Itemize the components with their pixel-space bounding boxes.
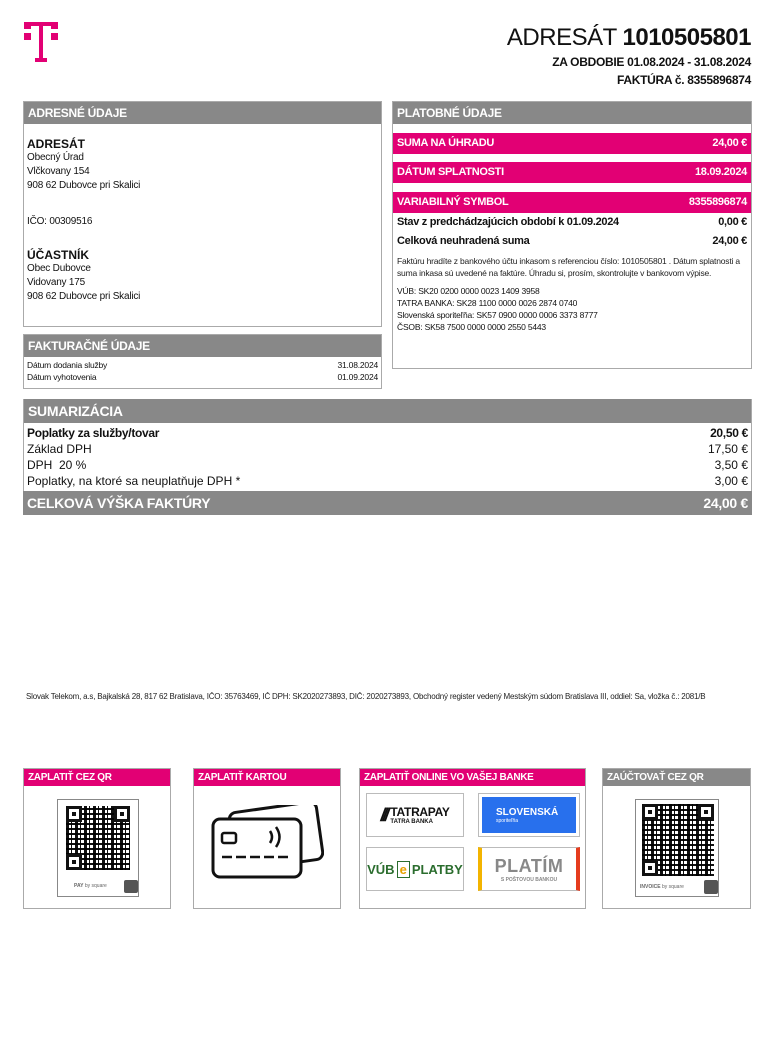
vub-label: VÚB bbox=[367, 861, 395, 877]
tatrapay-stripes-icon: /// bbox=[380, 804, 387, 825]
company-footer: Slovak Telekom, a.s, Bajkalská 28, 817 62 Bratislava, IČO: 35763469, IČ DPH: SK2020273893, DIČ: 2020273893, Obchodný register vedený Mestským súdom Bratislava III, oddiel: Sa, vložka č.: 2081/B bbox=[26, 692, 706, 701]
due-date-row bbox=[393, 162, 751, 183]
invoice-qr-title: ZAÚČTOVAŤ CEZ QR bbox=[603, 769, 750, 786]
fees-label: Poplatky za služby/tovar bbox=[27, 426, 160, 440]
addressee-line-1: Obecný Úrad bbox=[27, 152, 84, 163]
platim-label: PLATÍM bbox=[494, 855, 564, 876]
pay-qr-panel[interactable] bbox=[23, 768, 171, 909]
issue-date-value: 01.09.2024 bbox=[337, 372, 378, 382]
address-section bbox=[23, 101, 382, 327]
variable-symbol-value: 8355896874 bbox=[688, 196, 747, 208]
account-csob: ČSOB: SK58 7500 0000 0000 2550 5443 bbox=[397, 322, 546, 332]
invoice-qr-code-icon bbox=[642, 804, 714, 876]
invoice-total-label: CELKOVÁ VÝŠKA FAKTÚRY bbox=[27, 495, 211, 511]
amount-due-label: SUMA NA ÚHRADU bbox=[397, 137, 495, 149]
pay-card-panel[interactable] bbox=[193, 768, 341, 909]
addressee-header-label: ADRESÁT bbox=[506, 24, 617, 51]
pay-qr-code-icon bbox=[66, 806, 130, 870]
vat-base-row bbox=[27, 441, 748, 457]
pay-qr-caption-bold: PAY bbox=[74, 883, 84, 889]
previous-balance-value: 0,00 € bbox=[718, 216, 747, 228]
due-date-label: DÁTUM SPLATNOSTI bbox=[397, 166, 504, 178]
platim-sublabel: S POŠTOVOU BANKOU bbox=[500, 876, 558, 883]
invoice-qr-card bbox=[635, 799, 719, 897]
credit-card-icon bbox=[210, 805, 324, 883]
payment-note: Faktúru hradíte z bankového účtu inkasom s referenciou číslo: 1010505801 . Dátum splatnosti a suma inkasa sú uvedené na faktúre. Úhradu si, prosím, skontrolujte v bankovom výpise. bbox=[397, 256, 740, 278]
pay-bank-panel bbox=[359, 768, 586, 909]
billing-section bbox=[23, 334, 382, 389]
vat-base-value: 17,50 € bbox=[707, 442, 748, 456]
addressee-heading: ADRESÁT bbox=[27, 137, 86, 151]
ico: IČO: 00309516 bbox=[27, 216, 93, 227]
pay-bank-title: ZAPLATIŤ ONLINE VO VAŠEJ BANKE bbox=[360, 769, 585, 786]
pay-card-title: ZAPLATIŤ KARTOU bbox=[194, 769, 340, 786]
invoice-qr-badge-icon bbox=[704, 880, 718, 894]
vat-value: 3,50 € bbox=[714, 458, 748, 472]
vub-e-label: e bbox=[397, 861, 410, 878]
unpaid-total-label: Celková neuhradená suma bbox=[397, 235, 530, 247]
slsp-sublabel: sporiteľňa bbox=[496, 817, 519, 824]
pay-qr-caption-text: by square bbox=[84, 883, 107, 889]
amount-due-row bbox=[393, 133, 751, 154]
summary-section bbox=[23, 399, 752, 515]
issue-date-label: Dátum vyhotovenia bbox=[27, 372, 97, 382]
delivery-date-label: Dátum dodania služby bbox=[27, 360, 108, 370]
payment-section-title: PLATOBNÉ ÚDAJE bbox=[393, 102, 751, 124]
non-vat-value: 3,00 € bbox=[714, 474, 748, 488]
slsp-label: SLOVENSKÁ bbox=[496, 806, 559, 818]
vat-label: DPH 20 % bbox=[27, 458, 87, 472]
participant-heading: ÚČASTNÍK bbox=[27, 248, 89, 262]
participant-line-2: Vidovany 175 bbox=[27, 277, 86, 288]
invoice-qr-panel[interactable] bbox=[602, 768, 751, 909]
addressee-header bbox=[507, 24, 751, 52]
invoice-qr-caption bbox=[640, 884, 684, 890]
tatrapay-label: TATRAPAY bbox=[390, 805, 450, 819]
pay-qr-caption bbox=[74, 883, 107, 889]
delivery-date-row bbox=[27, 359, 378, 371]
fees-value: 20,50 € bbox=[710, 426, 748, 440]
non-vat-label: Poplatky, na ktoré sa neuplatňuje DPH * bbox=[27, 474, 241, 488]
tatrapay-button[interactable] bbox=[366, 793, 464, 837]
pay-qr-title: ZAPLATIŤ CEZ QR bbox=[24, 769, 170, 786]
account-vub: VÚB: SK20 0200 0000 0023 1409 3958 bbox=[397, 286, 540, 296]
previous-balance-row bbox=[393, 213, 751, 228]
addressee-number: 1010505801 bbox=[622, 24, 751, 51]
platim-button[interactable] bbox=[478, 847, 580, 891]
tatrapay-sublabel: TATRA BANKA bbox=[390, 819, 433, 825]
unpaid-total-value: 24,00 € bbox=[712, 235, 747, 247]
invoice-qr-caption-text: by square bbox=[661, 884, 684, 890]
slsp-button[interactable] bbox=[478, 793, 580, 837]
account-slsp: Slovenská sporiteľňa: SK57 0900 0000 0006 3373 8777 bbox=[397, 310, 598, 320]
address-section-title: ADRESNÉ ÚDAJE bbox=[24, 102, 381, 124]
pay-qr-card bbox=[57, 799, 139, 897]
invoice-qr-caption-bold: INVOICE bbox=[640, 884, 661, 890]
vat-base-label: Základ DPH bbox=[27, 442, 92, 456]
amount-due-value: 24,00 € bbox=[712, 137, 747, 149]
variable-symbol-row bbox=[393, 192, 751, 213]
vat-row bbox=[27, 457, 748, 473]
addressee-line-2: Vlčkovany 154 bbox=[27, 166, 90, 177]
payment-section bbox=[392, 101, 752, 369]
summary-section-title: SUMARIZÁCIA bbox=[24, 399, 751, 423]
billing-period: ZA OBDOBIE 01.08.2024 - 31.08.2024 bbox=[552, 55, 751, 69]
invoice-total-value: 24,00 € bbox=[703, 495, 748, 511]
unpaid-total-row bbox=[393, 228, 751, 247]
billing-section-title: FAKTURAČNÉ ÚDAJE bbox=[24, 335, 381, 357]
account-tatra: TATRA BANKA: SK28 1100 0000 0026 2874 0740 bbox=[397, 298, 578, 308]
participant-line-1: Obec Dubovce bbox=[27, 263, 91, 274]
vub-eplatby-button[interactable] bbox=[366, 847, 464, 891]
non-vat-row bbox=[27, 473, 748, 489]
variable-symbol-label: VARIABILNÝ SYMBOL bbox=[397, 196, 509, 208]
addressee-line-3: 908 62 Dubovce pri Skalici bbox=[27, 180, 141, 191]
telekom-logo-icon bbox=[24, 22, 58, 62]
participant-line-3: 908 62 Dubovce pri Skalici bbox=[27, 291, 141, 302]
pay-qr-badge-icon bbox=[124, 880, 138, 893]
due-date-value: 18.09.2024 bbox=[694, 166, 747, 178]
invoice-number: FAKTÚRA č. 8355896874 bbox=[617, 73, 751, 87]
vub-platby-label: PLATBY bbox=[411, 861, 463, 877]
invoice-total-row bbox=[23, 491, 752, 515]
fees-row bbox=[27, 425, 748, 441]
previous-balance-label: Stav z predchádzajúcich období k 01.09.2024 bbox=[397, 216, 619, 228]
issue-date-row bbox=[27, 371, 378, 383]
delivery-date-value: 31.08.2024 bbox=[337, 360, 378, 370]
